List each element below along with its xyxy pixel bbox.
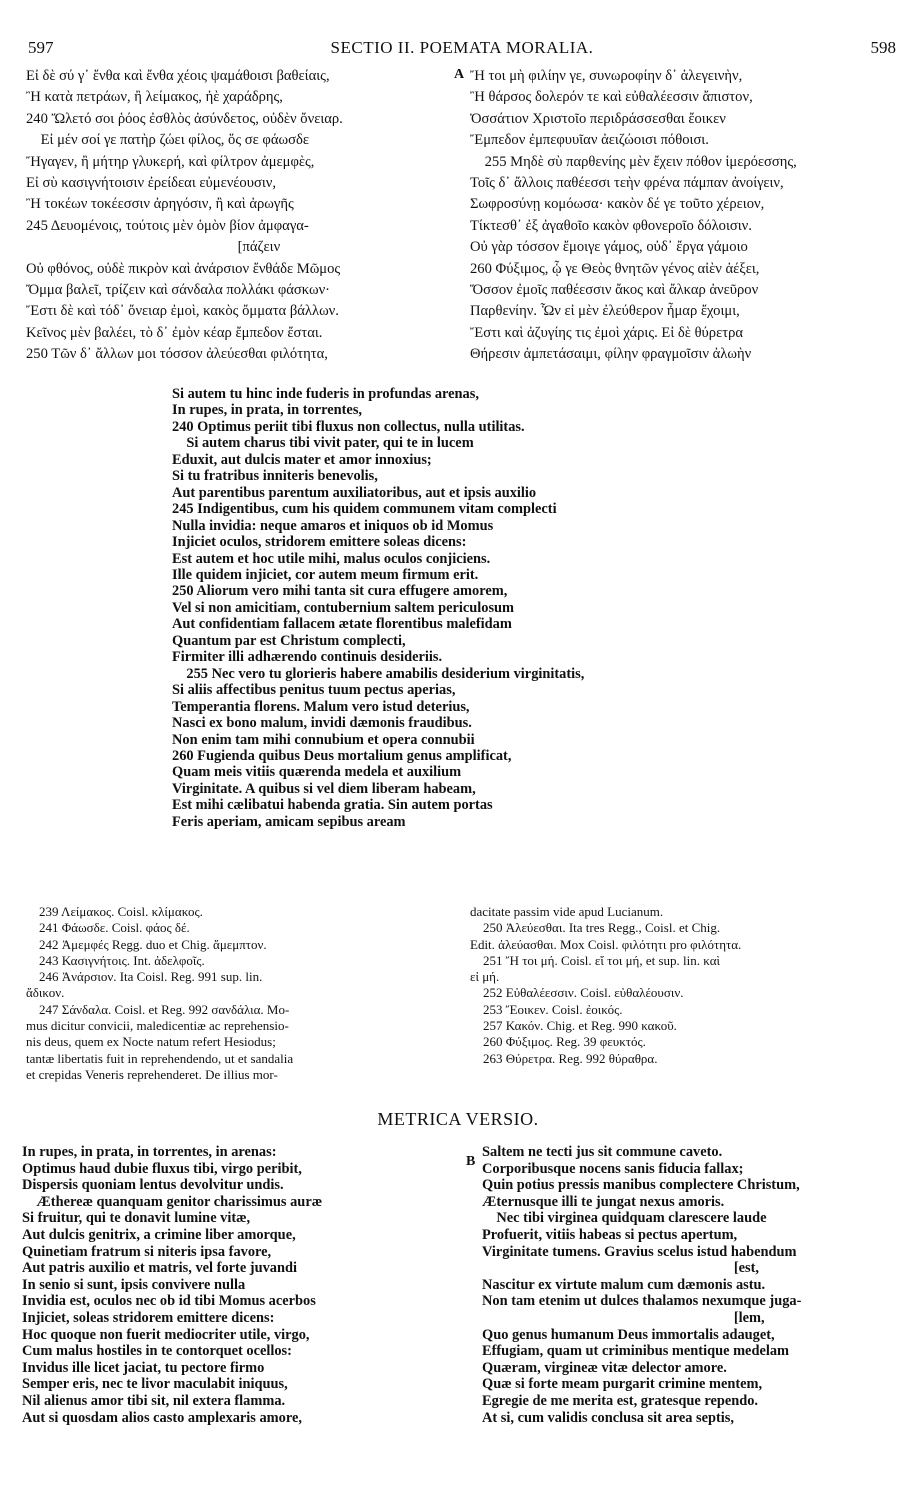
text-line: Ille quidem injiciet, cor autem meum firmum erit.	[172, 566, 479, 583]
text-line: In senio si sunt, ipsis convivere nulla	[22, 1276, 246, 1293]
text-line: Si autem charus tibi vivit pater, qui te in lucem	[172, 435, 474, 452]
text-line: Nulla invidia: neque amaros et iniquos ob id Momus	[172, 517, 494, 534]
text-line: 239 Λείμακος. Coisl. κλίμακος.	[26, 904, 203, 919]
text-line: Firmiter illi adhærendo continuis desideriis.	[172, 649, 443, 666]
text-line: 240 Optimus periit tibi fluxus non collectus, nulla utilitas.	[172, 418, 525, 435]
text-line: Dispersis quoniam lentus devolvitur undis.	[22, 1177, 284, 1194]
text-line: Est autem et hoc utile mihi, malus oculos conjiciens.	[172, 550, 491, 567]
text-line: Ἢ θάρσος δολερόν τε καὶ εὐθαλέεσσιν ἄπιστον,	[470, 89, 753, 106]
text-line: 247 Σάνδαλα. Coisl. et Reg. 992 σανδάλια. Mo-	[26, 1001, 290, 1017]
text-line: Ἔστι δὲ καὶ τόδ᾽ ὄνειαρ ἐμοὶ, κακὸς ὄμματα βάλλων.	[26, 303, 339, 320]
text-line: Si fruitur, qui te donavit lumine vitæ,	[22, 1210, 251, 1227]
text-line: Οὐ φθόνος, οὐδὲ πικρὸν καὶ ἀνάρσιον ἔνθάδε Μῶμος	[26, 260, 341, 277]
text-line: Eduxit, aut dulcis mater et amor innoxius;	[172, 451, 432, 468]
text-line: 245 Δευομένοις, τούτοις μὲν ὁμὸν βίον ἀμφαγα-	[26, 217, 309, 234]
text-line: Cum malus hostiles in te contorquet ocellos:	[22, 1343, 292, 1360]
page-number-right: 598	[870, 38, 896, 57]
text-line: Hoc quoque non fuerit mediocriter utile, virgo,	[22, 1326, 310, 1343]
text-line: Κεῖνος μὲν βαλέει, τὸ δ᾽ ἐμὸν κέαρ ἔμπεδον ἔσται.	[26, 324, 323, 341]
text-line: Quin potius pressis manibus complectere Christum,	[482, 1177, 800, 1194]
text-line: Semper eris, nec te livor maculabit iniquus,	[22, 1376, 288, 1393]
text-line: Ἢ τοκέων τοκέεσσιν ἀρηγόσιν, ἢ καὶ ἀρωγῆς	[26, 196, 294, 213]
text-line: Corporibusque nocens sanis fiducia fallax;	[482, 1160, 744, 1177]
text-line: Εἰ σὺ κασιγνήτοισιν ἐρείδεαι εὐμενέουσιν,	[26, 175, 276, 192]
text-line: Non tam etenim ut dulces thalamos nexumque juga-	[482, 1293, 802, 1310]
text-line: Ἤγαγεν, ἢ μήτηρ γλυκερή, καὶ φίλτρον ἀμεμφὲς,	[26, 153, 315, 170]
text-line: tantæ libertatis fuit in reprehendendo, ut et sandalia	[26, 1050, 294, 1066]
text-line: 260 Φύξιμος. Reg. 39 φευκτός.	[470, 1034, 646, 1050]
text-line: Non enim tam mihi connubium et opera connubii	[172, 731, 475, 748]
text-line: Æternusque illi te jungat nexus amoris.	[482, 1193, 725, 1210]
text-line: Aut patris auxilio et matris, vel forte juvandi	[22, 1260, 297, 1277]
text-line: Vel si non amicitiam, contubernium saltem periculosum	[172, 599, 515, 616]
text-line: 242 Ἀμεμφές Regg. duo et Chig. ἄμεμπτον.	[26, 936, 267, 952]
metrica-text-left	[22, 1144, 462, 1426]
metrica-text-right	[482, 1144, 896, 1426]
text-line: Ἤ τοι μὴ φιλίην γε, συνωροφίην δ᾽ ἀλεγεινὴν,	[470, 68, 743, 84]
column-marker-a: A	[454, 67, 465, 82]
text-line: Ἔστι καὶ ἀζυγίης τις ἐμοὶ χάρις. Εἰ δὲ θύρετρα	[470, 324, 743, 341]
text-line: 241 Φάωσδε. Coisl. φάος δέ.	[26, 920, 190, 936]
text-line: 240 Ὤλετό σοι ῥόος ἐσθλὸς ἀσύνδετος, οὐδὲν ὄνειαρ.	[26, 110, 343, 127]
text-line: Injiciet, soleas stridorem emittere dicens:	[22, 1309, 275, 1326]
text-line: Est mihi cælibatui habenda gratia. Sin autem portas	[172, 797, 493, 814]
text-line: Effugiam, quam ut criminibus mentique medelam	[482, 1343, 790, 1360]
text-line: 243 Κασιγνήτοις. Int. ἀδελφοῖς.	[26, 952, 205, 968]
text-line: Feris aperiam, amicam sepibus aream	[172, 813, 406, 830]
latin-translation	[172, 386, 892, 830]
text-line: In rupes, in prata, in torrentes, in arenas:	[22, 1144, 277, 1160]
text-line: nis deus, quem ex Nocte natum refert Hesiodus;	[26, 1034, 276, 1050]
text-line: [est,	[482, 1260, 760, 1277]
text-line: Injiciet oculos, stridorem emittere soleas dicens:	[172, 534, 467, 551]
text-line: Temperantia florens. Malum vero istud deterius,	[172, 698, 470, 715]
text-line: Ὅσσον ἐμοῖς παθέεσσιν ἄκος καὶ ἄλκαρ ἀνεῦρον	[470, 282, 759, 299]
footnotes-left	[26, 904, 461, 1083]
text-line: Æthereæ quanquam genitor charissimus auræ	[22, 1193, 323, 1210]
text-line: 263 Θύρετρα. Reg. 992 θύραθρα.	[470, 1050, 658, 1066]
text-line: Nec tibi virginea quidquam clarescere laude	[482, 1210, 767, 1227]
text-line: Quam meis vitiis quærenda medela et auxilium	[172, 764, 462, 781]
text-line: At si, cum validis conclusa sit area septis,	[482, 1409, 734, 1426]
text-line: Εἰ δὲ σύ γ᾽ ἔνθα καὶ ἔνθα χέοις ψαμάθοισι βαθείαις,	[26, 68, 330, 84]
text-line: Invidus ille licet jaciat, tu pectore firmo	[22, 1359, 265, 1376]
text-line: Θήρεσιν ἀμπετάσαιμι, φίλην φραγμοῖσιν ἀλωὴν	[470, 346, 752, 363]
text-line: Aut si quosdam alios casto amplexaris amore,	[22, 1409, 302, 1426]
text-line: Aut parentibus parentum auxiliatoribus, aut et ipsis auxilio	[172, 484, 537, 501]
text-line: Ὄμμα βαλεῖ, τρίζειν καὶ σάνδαλα πολλάκι φάσκων·	[26, 282, 331, 299]
text-line: 257 Κακόν. Chig. et Reg. 990 κακοῦ.	[470, 1018, 677, 1034]
text-line: Τοῖς δ᾽ ἄλλοις παθέεσσι τεὴν φρένα πάμπαν ἀνοίγειν,	[470, 175, 784, 192]
text-line: Σωφροσύνῃ κομόωσα· κακὸν δέ γε τοῦτο χέρειον,	[470, 196, 765, 213]
text-line: Quæram, virgineæ vitæ delector amore.	[482, 1359, 727, 1376]
text-line: et crepidas Veneris reprehenderet. De illius mor-	[26, 1066, 278, 1082]
text-line: dacitate passim vide apud Lucianum.	[470, 904, 664, 919]
text-line: 245 Indigentibus, cum his quidem communem vitam complecti	[172, 501, 557, 518]
text-line: 250 Aliorum vero mihi tanta sit cura effugere amorem,	[172, 583, 508, 600]
text-line: Si tu fratribus inniteris benevolis,	[172, 468, 378, 485]
text-line: Quantum par est Christum complecti,	[172, 632, 406, 649]
greek-text-right	[470, 66, 896, 366]
column-marker-b: B	[466, 1154, 476, 1169]
text-line: εἰ μή.	[470, 969, 500, 985]
text-line: Aut dulcis genitrix, a crimine liber amorque,	[22, 1226, 296, 1243]
text-line: Saltem ne tecti jus sit commune caveto.	[482, 1144, 723, 1160]
text-line: 252 Εὐθαλέεσσιν. Coisl. εὐθαλέουσιν.	[470, 985, 684, 1001]
text-line: Εἰ μέν σοί γε πατὴρ ζώει φίλος, ὅς σε φάωσδε	[26, 132, 309, 149]
text-line: Nil alienus amor tibi sit, nil extera flamma.	[22, 1392, 286, 1409]
text-line: Ὀσσάτιον Χριστοῖο περιδράσσεσθαι ἔοικεν	[470, 110, 726, 127]
text-line: Nasci ex bono malum, invidi dæmonis fraudibus.	[172, 715, 472, 732]
text-line: Invidia est, oculos nec ob id tibi Momus acerbos	[22, 1293, 316, 1310]
text-line: Edit. ἀλεύασθαι. Mox Coisl. φιλότητι pro φιλότητα.	[470, 936, 742, 952]
text-line: Egregie de me merita est, gratesque rependo.	[482, 1392, 759, 1409]
text-line: 255 Μηδὲ σὺ παρθενίης μὲν ἔχειν πόθον ἱμερόεσσης,	[470, 153, 797, 170]
text-line: Virginitate. A quibus si vel diem liberam habeam,	[172, 780, 476, 797]
text-line: Si autem tu hinc inde fuderis in profundas arenas,	[172, 386, 479, 402]
text-line: Ἔμπεδον ἐμπεφυυῖαν ἀειζώοισι πόθοισι.	[470, 132, 709, 149]
text-line: ἄδικον.	[26, 985, 65, 1001]
text-line: Virginitate tumens. Gravius scelus istud habendum	[482, 1243, 797, 1260]
page-number-left: 597	[28, 38, 54, 57]
text-line: [πάζειν	[26, 239, 281, 256]
text-line: 246 Ἀνάρσιον. Ita Coisl. Reg. 991 sup. lin.	[26, 969, 263, 985]
text-line: 255 Nec vero tu glorieris habere amabilis desiderium virginitatis,	[172, 665, 585, 682]
text-line: 250 Τῶν δ᾽ ἄλλων μοι τόσσον ἀλεύεσθαι φιλότητα,	[26, 346, 328, 363]
text-line: Quinetiam fratrum si niteris ipsa favore,	[22, 1243, 272, 1260]
text-line: Profuerit, vitiis habeas si pectus apertum,	[482, 1226, 738, 1243]
text-line: mus dicitur convicii, maledicentiæ ac reprehensio-	[26, 1018, 289, 1034]
text-line: Aut confidentiam fallacem ætate florentibus malefidam	[172, 616, 512, 633]
metrica-versio-title: METRICA VERSIO.	[377, 1109, 539, 1129]
text-line: 260 Φύξιμος, ᾧ γε Θεὸς θνητῶν γένος αἰὲν ἀέξει,	[470, 260, 760, 277]
text-line: In rupes, in prata, in torrentes,	[172, 402, 363, 419]
text-line: 253 Ἔοικεν. Coisl. ἐοικός.	[470, 1001, 623, 1017]
text-line: Si aliis affectibus penitus tuum pectus aperias,	[172, 682, 456, 699]
text-line: Ἢ κατὰ πετράων, ἢ λείμακος, ἠὲ χαράδρης,	[26, 89, 283, 106]
running-header	[28, 38, 896, 60]
greek-text-left	[26, 66, 465, 366]
text-line: [lem,	[482, 1309, 765, 1326]
text-line: Quo genus humanum Deus immortalis adauget,	[482, 1326, 775, 1343]
text-line: Τίκτεσθ᾽ ἐξ ἀγαθοῖο κακὸν φθονεροῖο δόλοισιν.	[470, 217, 752, 234]
text-line: 250 Ἀλεύεσθαι. Ita tres Regg., Coisl. et Chig.	[470, 920, 721, 936]
text-line: Optimus haud dubie fluxus tibi, virgo peribit,	[22, 1160, 302, 1177]
text-line: Οὐ γὰρ τόσσον ἔμοιγε γάμος, οὐδ᾽ ἔργα γάμοιο	[470, 239, 748, 256]
text-line: 251 Ἤ τοι μή. Coisl. εἴ τοι μή, et sup. lin. καὶ	[470, 952, 721, 968]
text-line: Παρθενίην. Ὧν εἰ μὲν ἐλεύθερον ἦμαρ ἔχοιμι,	[470, 303, 740, 320]
text-line: 260 Fugienda quibus Deus mortalium genus amplificat,	[172, 747, 512, 764]
text-line: Nascitur ex virtute malum cum dæmonis astu.	[482, 1276, 766, 1293]
header-title: SECTIO II. POEMATA MORALIA.	[330, 38, 594, 57]
footnotes-right	[470, 904, 896, 1067]
text-line: Quæ si forte meam purgarit crimine mentem,	[482, 1376, 763, 1393]
